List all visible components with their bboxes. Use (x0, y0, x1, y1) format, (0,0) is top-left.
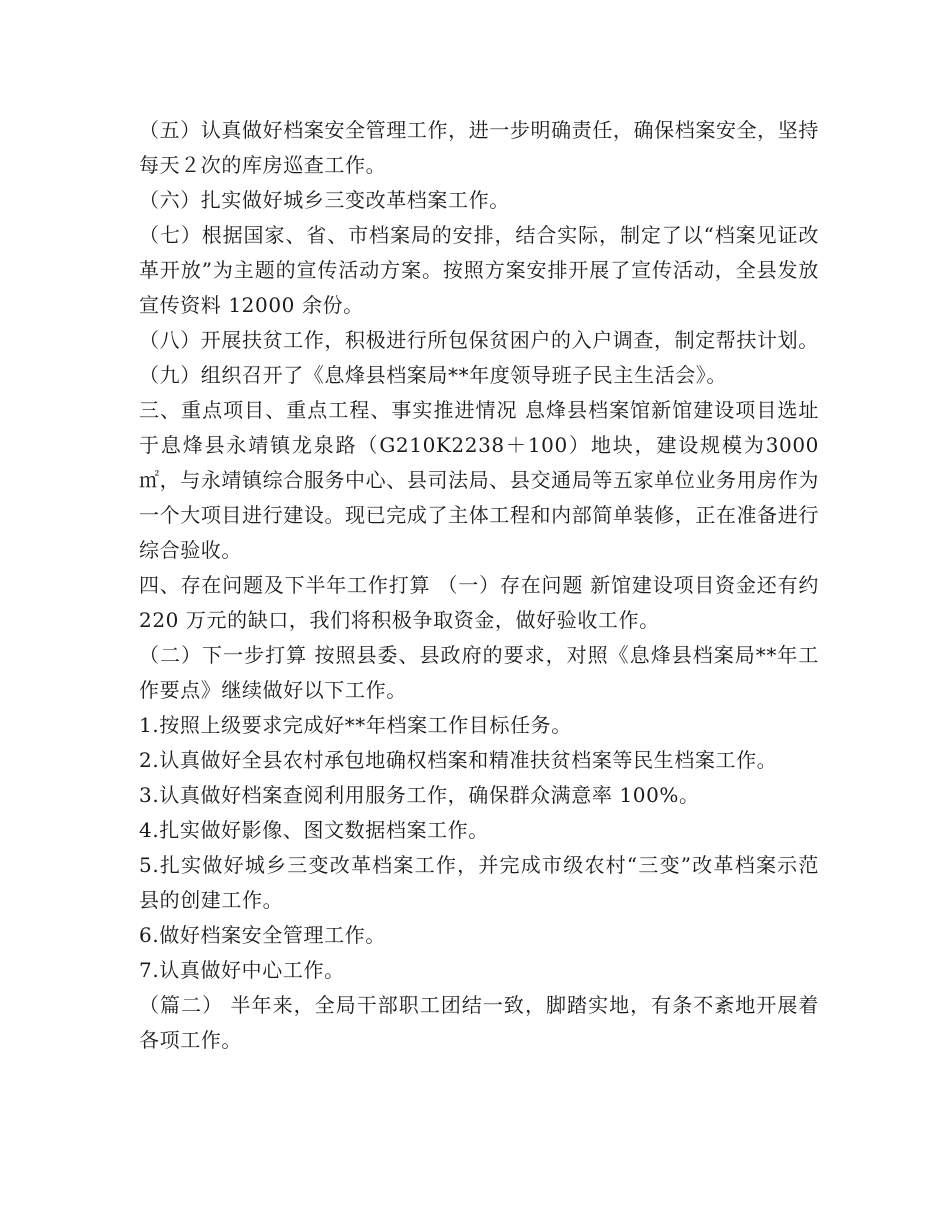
list-item-4: 4.扎实做好影像、图文数据档案工作。 (139, 818, 489, 842)
paragraph-item-9-meeting: （九）组织召开了《息烽县档案局**年度领导班子民主生活会》。 (139, 363, 727, 387)
list-item-1: 1.按照上级要求完成好**年档案工作目标任务。 (139, 713, 572, 737)
part-two-intro: （篇二） 半年来，全局干部职工团结一致，脚踏实地，有条不紊地开展着各项工作。 (139, 993, 819, 1052)
document-page (139, 113, 819, 1058)
section-4-problems: 四、存在问题及下半年工作打算 （一）存在问题 新馆建设项目资金还有约 220 万元的缺口，我们将积极争取资金，做好验收工作。 (139, 573, 819, 632)
paragraph-item-7-publicity: （七）根据国家、省、市档案局的安排，结合实际，制定了以“档案见证改革开放”为主题的宣传活动方案。按照方案安排开展了宣传活动，全县发放宣传资料 12000 余份。 (139, 223, 819, 317)
section-3-key-projects: 三、重点项目、重点工程、事实推进情况 息烽县档案馆新馆建设项目选址于息烽县永靖镇龙泉路（G210K2238＋100）地块，建设规模为3000㎡，与永靖镇综合服务中心、县司法局、县交通局等五家单位业务用房作为一个大项目进行建设。现已完成了主体工程和内部简单装修，正在准备进行综合验收。 (139, 398, 819, 562)
paragraph-item-6-reform-archives: （六）扎实做好城乡三变改革档案工作。 (139, 188, 510, 212)
list-item-7: 7.认真做好中心工作。 (139, 958, 345, 982)
paragraph-item-8-poverty-relief: （八）开展扶贫工作，积极进行所包保贫困户的入户调查，制定帮扶计划。 (139, 328, 819, 352)
list-item-6: 6.做好档案安全管理工作。 (139, 923, 386, 947)
list-item-5: 5.扎实做好城乡三变改革档案工作，并完成市级农村“三变”改革档案示范县的创建工作。 (139, 853, 819, 912)
list-item-2: 2.认真做好全县农村承包地确权档案和精准扶贫档案等民生档案工作。 (139, 748, 778, 772)
paragraph-item-5-security: （五）认真做好档案安全管理工作，进一步明确责任，确保档案安全，坚持每天２次的库房巡查工作。 (139, 118, 819, 177)
section-4-next-steps: （二）下一步打算 按照县委、县政府的要求，对照《息烽县档案局**年工作要点》继续做好以下工作。 (139, 643, 819, 702)
list-item-3: 3.认真做好档案查阅利用服务工作，确保群众满意率 100%。 (139, 783, 700, 807)
